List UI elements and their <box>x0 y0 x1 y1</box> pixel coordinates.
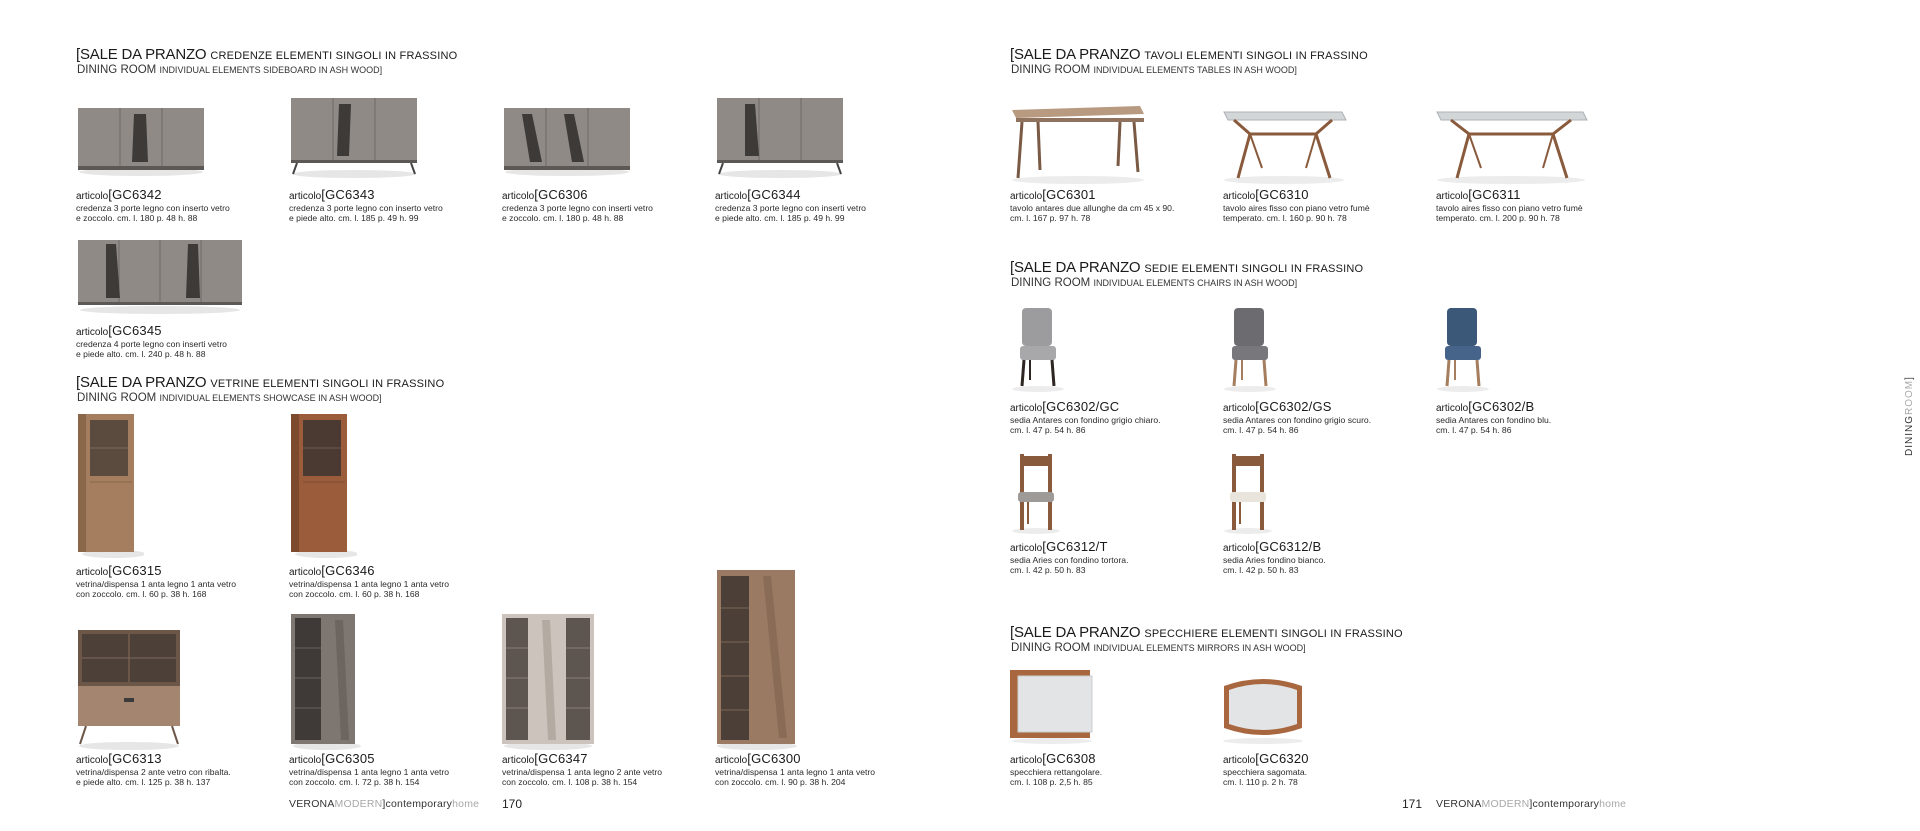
showcase-gc6346-image <box>287 412 357 558</box>
product-dimensions: cm. l. 47 p. 54 h. 86 <box>1010 425 1086 435</box>
product-description: tavolo aires fisso con piano vetro fumè <box>1223 203 1370 213</box>
sideboard-gc6345-image <box>76 236 244 314</box>
section-title-sideboards: [SALE DA PRANZO CREDENZE ELEMENTI SINGOLI IN FRASSINO <box>76 46 458 63</box>
product-gc6312t: articolo[GC6312/T sedia Aries con fondino tortora. cm. l. 42 p. 50 h. 83 <box>1010 540 1220 575</box>
product-description: credenza 3 porte legno con inserto vetro <box>289 203 443 213</box>
chair-gc6312b-image <box>1220 452 1276 534</box>
footer-brand-right: VERONAMODERN]contemporaryhome <box>1436 798 1627 810</box>
section-subtitle-mirrors: DINING ROOM INDIVIDUAL ELEMENTS MIRRORS IN ASH WOOD] <box>1011 642 1306 654</box>
product-dimensions: con zoccolo. cm. l. 72 p. 38 h. 154 <box>289 777 420 787</box>
product-dimensions: con zoccolo. cm. l. 108 p. 38 h. 154 <box>502 777 638 787</box>
product-description: specchiera sagomata. <box>1223 767 1308 777</box>
product-gc6302gc: articolo[GC6302/GC sedia Antares con fondino grigio chiaro. cm. l. 47 p. 54 h. 86 <box>1010 400 1220 435</box>
product-code: GC6305 <box>325 751 375 766</box>
product-gc6306: articolo[GC6306 credenza 3 porte legno con inserti vetro e zoccolo. cm. l. 180 p. 48 h. 88 <box>502 188 712 223</box>
sideboard-gc6306-image <box>502 104 632 176</box>
side-label-dining-room: DININGROOM] <box>1904 376 1915 456</box>
mirror-gc6308-image <box>1008 668 1094 744</box>
product-code: GC6302/GS <box>1259 399 1332 414</box>
mirror-gc6320-image <box>1220 672 1306 744</box>
product-code: GC6312/B <box>1259 539 1322 554</box>
product-description: credenza 3 porte legno con inserto vetro <box>76 203 230 213</box>
product-code: GC6344 <box>751 187 801 202</box>
product-code: GC6310 <box>1259 187 1309 202</box>
sideboard-gc6344-image <box>715 96 845 178</box>
product-gc6308: articolo[GC6308 specchiera rettangolare. cm. l. 108 p. 2,5 h. 85 <box>1010 752 1220 787</box>
chair-gc6302b-image <box>1433 306 1493 392</box>
product-description: credenza 4 porte legno con inserti vetro <box>76 339 227 349</box>
footer-brand-left: VERONAMODERN]contemporaryhome <box>289 798 480 810</box>
product-gc6311: articolo[GC6311 tavolo aires fisso con piano vetro fumè temperato. cm. l. 200 p. 90 h. 78 <box>1436 188 1646 223</box>
product-code: GC6306 <box>538 187 588 202</box>
product-dimensions: temperato. cm. l. 160 p. 90 h. 78 <box>1223 213 1347 223</box>
product-dimensions: cm. l. 110 p. 2 h. 78 <box>1223 777 1298 787</box>
table-gc6311-image <box>1433 108 1589 184</box>
showcase-gc6347-image <box>500 612 596 750</box>
showcase-gc6300-image <box>713 568 799 750</box>
product-dimensions: con zoccolo. cm. l. 60 p. 38 h. 168 <box>76 589 207 599</box>
product-description: vetrina/dispensa 2 ante vetro con ribalta. <box>76 767 231 777</box>
product-description: sedia Aries con fondino tortora. <box>1010 555 1129 565</box>
product-gc6302b: articolo[GC6302/B sedia Antares con fondino blu. cm. l. 47 p. 54 h. 86 <box>1436 400 1646 435</box>
product-dimensions: con zoccolo. cm. l. 60 p. 38 h. 168 <box>289 589 420 599</box>
section-subtitle-chairs: DINING ROOM INDIVIDUAL ELEMENTS CHAIRS IN ASH WOOD] <box>1011 277 1298 289</box>
product-code: GC6315 <box>112 563 162 578</box>
section-subtitle-sideboards: DINING ROOM INDIVIDUAL ELEMENTS SIDEBOARD IN ASH WOOD] <box>77 64 383 76</box>
product-description: credenza 3 porte legno con inserti vetro <box>715 203 866 213</box>
section-title-mirrors: [SALE DA PRANZO SPECCHIERE ELEMENTI SINGOLI IN FRASSINO <box>1010 624 1403 641</box>
product-gc6344: articolo[GC6344 credenza 3 porte legno con inserti vetro e piede alto. cm. l. 185 p. 49 h. 99 <box>715 188 925 223</box>
product-code: GC6346 <box>325 563 375 578</box>
product-code: GC6347 <box>538 751 588 766</box>
product-code: GC6301 <box>1046 187 1096 202</box>
product-dimensions: cm. l. 42 p. 50 h. 83 <box>1010 565 1086 575</box>
showcase-gc6315-image <box>74 412 144 558</box>
product-dimensions: cm. l. 108 p. 2,5 h. 85 <box>1010 777 1093 787</box>
product-description: vetrina/dispensa 1 anta legno 1 anta vetro <box>715 767 876 777</box>
product-code: GC6345 <box>112 323 162 338</box>
product-gc6347: articolo[GC6347 vetrina/dispensa 1 anta legno 2 ante vetro con zoccolo. cm. l. 108 p. 38 h. 154 <box>502 752 712 787</box>
chair-gc6302gc-image <box>1008 306 1068 392</box>
section-title-showcases: [SALE DA PRANZO VETRINE ELEMENTI SINGOLI IN FRASSINO <box>76 374 445 391</box>
product-description: specchiera rettangolare. <box>1010 767 1103 777</box>
sideboard-gc6342-image <box>76 104 206 176</box>
product-description: sedia Aries fondino bianco. <box>1223 555 1326 565</box>
product-description: credenza 3 porte legno con inserti vetro <box>502 203 653 213</box>
product-dimensions: e zoccolo. cm. l. 180 p. 48 h. 88 <box>502 213 624 223</box>
sideboard-gc6343-image <box>289 96 419 178</box>
product-dimensions: e zoccolo. cm. l. 180 p. 48 h. 88 <box>76 213 198 223</box>
product-gc6343: articolo[GC6343 credenza 3 porte legno con inserto vetro e piede alto. cm. l. 185 p. 49 h. 99 <box>289 188 499 223</box>
product-dimensions: e piede alto. cm. l. 125 p. 38 h. 137 <box>76 777 211 787</box>
product-dimensions: cm. l. 47 p. 54 h. 86 <box>1436 425 1512 435</box>
product-gc6301: articolo[GC6301 tavolo antares due allunghe da cm 45 x 90. cm. l. 167 p. 97 h. 78 <box>1010 188 1220 223</box>
product-dimensions: cm. l. 47 p. 54 h. 86 <box>1223 425 1299 435</box>
product-gc6345: articolo[GC6345 credenza 4 porte legno con inserti vetro e piede alto. cm. l. 240 p. 48 h. 88 <box>76 324 286 359</box>
product-code: GC6312/T <box>1046 539 1108 554</box>
product-dimensions: e piede alto. cm. l. 240 p. 48 h. 88 <box>76 349 206 359</box>
product-gc6310: articolo[GC6310 tavolo aires fisso con piano vetro fumè temperato. cm. l. 160 p. 90 h. 78 <box>1223 188 1433 223</box>
product-description: vetrina/dispensa 1 anta legno 2 ante vetro <box>502 767 663 777</box>
page-number-left: 170 <box>502 797 523 811</box>
product-code: GC6320 <box>1259 751 1309 766</box>
page-number-right: 171 <box>1402 797 1423 811</box>
product-gc6305: articolo[GC6305 vetrina/dispensa 1 anta legno 1 anta vetro con zoccolo. cm. l. 72 p. 38 h. 154 <box>289 752 499 787</box>
product-code: GC6302/GC <box>1046 399 1120 414</box>
product-gc6342: articolo[GC6342 credenza 3 porte legno con inserto vetro e zoccolo. cm. l. 180 p. 48 h. 88 <box>76 188 286 223</box>
product-description: tavolo aires fisso con piano vetro fumè <box>1436 203 1583 213</box>
product-dimensions: temperato. cm. l. 200 p. 90 h. 78 <box>1436 213 1560 223</box>
product-code: GC6313 <box>112 751 162 766</box>
product-description: tavolo antares due allunghe da cm 45 x 90. <box>1010 203 1175 213</box>
product-dimensions: e piede alto. cm. l. 185 p. 49 h. 99 <box>289 213 419 223</box>
product-code: GC6302/B <box>1472 399 1535 414</box>
product-gc6315: articolo[GC6315 vetrina/dispensa 1 anta legno 1 anta vetro con zoccolo. cm. l. 60 p. 38 h. 168 <box>76 564 286 599</box>
product-dimensions: cm. l. 42 p. 50 h. 83 <box>1223 565 1299 575</box>
section-title-chairs: [SALE DA PRANZO SEDIE ELEMENTI SINGOLI IN FRASSINO <box>1010 259 1364 276</box>
product-code: GC6342 <box>112 187 162 202</box>
product-gc6346: articolo[GC6346 vetrina/dispensa 1 anta legno 1 anta vetro con zoccolo. cm. l. 60 p. 38 h. 168 <box>289 564 499 599</box>
product-description: vetrina/dispensa 1 anta legno 1 anta vetro <box>289 767 450 777</box>
product-dimensions: e piede alto. cm. l. 185 p. 49 h. 99 <box>715 213 845 223</box>
product-description: sedia Antares con fondino blu. <box>1436 415 1552 425</box>
section-title-tables: [SALE DA PRANZO TAVOLI ELEMENTI SINGOLI IN FRASSINO <box>1010 46 1368 63</box>
product-code: GC6343 <box>325 187 375 202</box>
section-subtitle-tables: DINING ROOM INDIVIDUAL ELEMENTS TABLES IN ASH WOOD] <box>1011 64 1297 76</box>
product-gc6300: articolo[GC6300 vetrina/dispensa 1 anta legno 1 anta vetro con zoccolo. cm. l. 90 p. 38 h. 204 <box>715 752 925 787</box>
showcase-gc6313-image <box>74 626 184 750</box>
chair-gc6302gs-image <box>1220 306 1280 392</box>
table-gc6310-image <box>1220 108 1348 184</box>
product-gc6313: articolo[GC6313 vetrina/dispensa 2 ante vetro con ribalta. e piede alto. cm. l. 125 p. 38 h. 137 <box>76 752 286 787</box>
section-subtitle-showcases: DINING ROOM INDIVIDUAL ELEMENTS SHOWCASE IN ASH WOOD] <box>77 392 382 404</box>
product-code: GC6311 <box>1472 187 1521 202</box>
product-dimensions: cm. l. 167 p. 97 h. 78 <box>1010 213 1091 223</box>
showcase-gc6305-image <box>287 612 361 750</box>
product-description: sedia Antares con fondino grigio scuro. <box>1223 415 1372 425</box>
product-gc6302gs: articolo[GC6302/GS sedia Antares con fondino grigio scuro. cm. l. 47 p. 54 h. 86 <box>1223 400 1433 435</box>
product-dimensions: con zoccolo. cm. l. 90 p. 38 h. 204 <box>715 777 846 787</box>
title-rest: CREDENZE ELEMENTI SINGOLI IN FRASSINO <box>210 50 458 62</box>
chair-gc6312t-image <box>1008 452 1064 534</box>
table-gc6301-image <box>1008 102 1148 184</box>
title-main: SALE DA PRANZO <box>79 46 207 63</box>
product-description: vetrina/dispensa 1 anta legno 1 anta vetro <box>76 579 237 589</box>
product-code: GC6308 <box>1046 751 1096 766</box>
product-gc6312b: articolo[GC6312/B sedia Aries fondino bianco. cm. l. 42 p. 50 h. 83 <box>1223 540 1433 575</box>
product-description: sedia Antares con fondino grigio chiaro. <box>1010 415 1161 425</box>
product-code: GC6300 <box>751 751 801 766</box>
product-description: vetrina/dispensa 1 anta legno 1 anta vetro <box>289 579 450 589</box>
product-gc6320: articolo[GC6320 specchiera sagomata. cm. l. 110 p. 2 h. 78 <box>1223 752 1433 787</box>
